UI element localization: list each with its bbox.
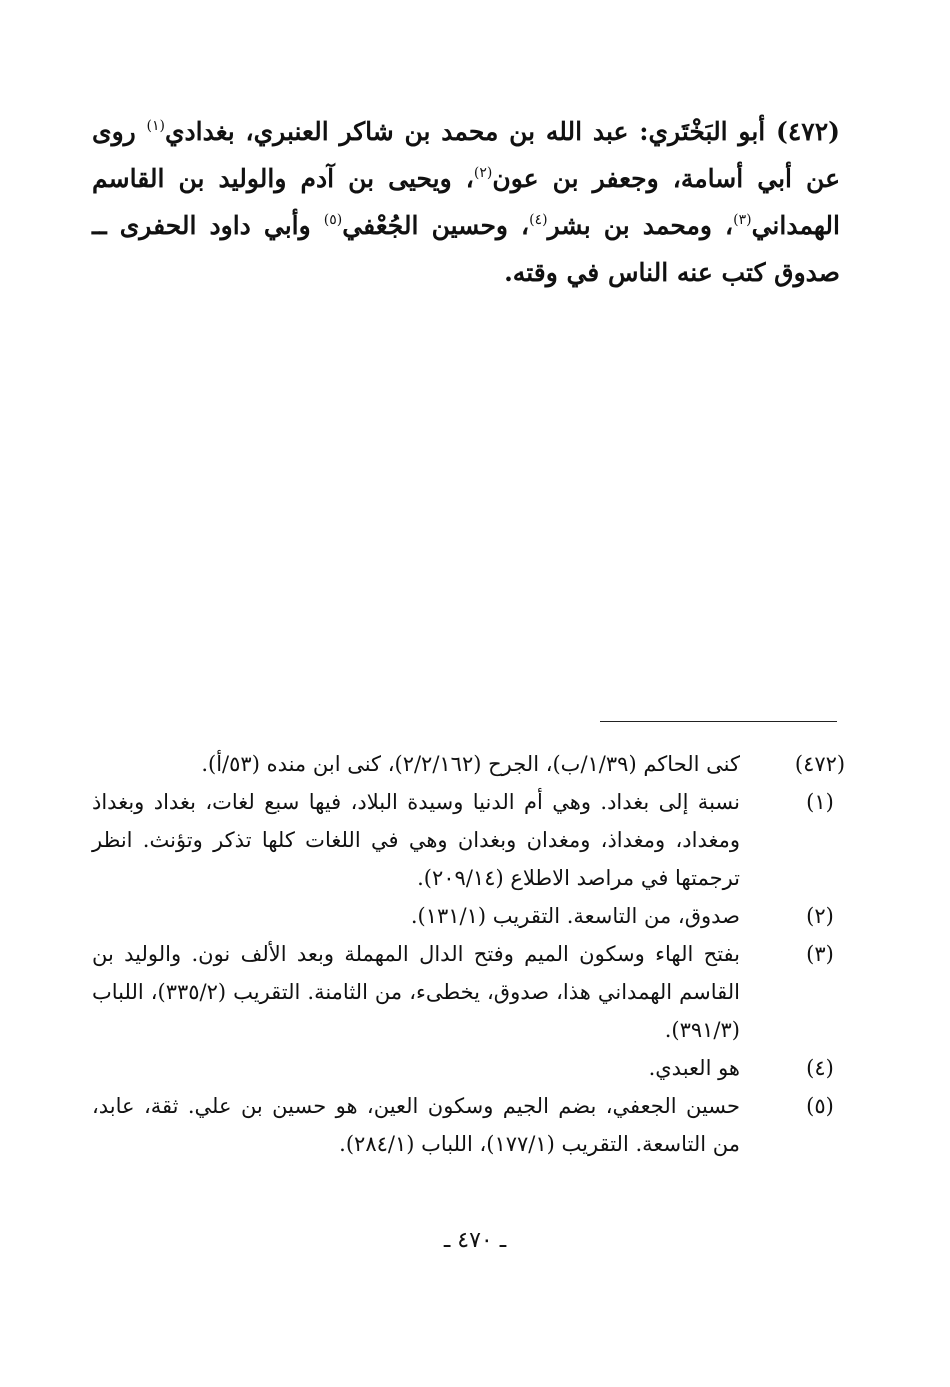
footnote-text: كنى الحاكم (١/٣٩/ب)، الجرح (٢/٢/١٦٢)، كنى ابن منده (٥٣/أ). (201, 752, 740, 776)
footnote-item (92, 935, 850, 1049)
footnote-text: هو العبدي. (648, 1056, 740, 1080)
footnote-ref-1: (١) (146, 118, 165, 134)
footnote-ref-5: (٥) (323, 212, 343, 228)
footnote-number: (٤٧٢) (794, 752, 846, 776)
entry-text-4: ، وحسين الجُعْفي (342, 211, 530, 240)
footnote-item (92, 1087, 850, 1163)
footnote-item (92, 897, 850, 935)
footnote-item (92, 783, 850, 897)
footnote-item (92, 1049, 850, 1087)
footnote-ref-4: (٤) (529, 212, 548, 228)
entry-name: أبو البَخْتَري: عبد الله بن محمد بن شاكر العنبري، بغدادي (164, 117, 766, 146)
page-number: ـ ٤٧٠ ـ (443, 1228, 507, 1253)
footnote-text: نسبة إلى بغداد. وهي أم الدنيا وسيدة البلاد، فيها سبع لغات، بغداد وبغداذ ومغداد، ومغداذ، ومغدان وبغدان وهي في اللغات كلها تذكر وتؤنث. انظر ترجمتها في مراصد الاطلاع (٢٠٩/١٤). (92, 790, 740, 890)
entry-number: (٤٧٢) (776, 117, 840, 146)
footnote-divider (600, 721, 837, 722)
footnote-text: حسين الجعفي، بضم الجيم وسكون العين، هو حسين بن علي. ثقة، عابد، من التاسعة. التقريب (١٧٧/١)، اللباب (٢٨٤/١). (92, 1094, 740, 1156)
footnote-ref-2: (٢) (473, 165, 493, 181)
main-entry (92, 108, 840, 296)
entry-text-2: ، ويحيى بن آدم والوليد بن القاسم الهمداني (92, 164, 840, 240)
footnote-number: (٤) (806, 1056, 834, 1080)
footnote-number: (٣) (806, 942, 834, 966)
entry-text-3: ، ومحمد بن بشر (547, 211, 734, 240)
footnote-item (92, 745, 850, 783)
footnote-ref-3: (٣) (733, 212, 752, 228)
footnote-text: بفتح الهاء وسكون الميم وفتح الدال المهملة وبعد الألف نون. والوليد بن القاسم الهمداني هذا، صدوق، يخطىء، من الثامنة. التقريب (٣٣٥/٢)، اللباب (٣٩١/٣). (92, 942, 740, 1042)
entry-text-5: وأبي داود الحفرى ــ صدوق كتب عنه الناس في وقته. (92, 211, 840, 287)
footnote-number: (٢) (806, 904, 834, 928)
footnote-number: (٥) (806, 1094, 834, 1118)
footnote-text: صدوق، من التاسعة. التقريب (١٣١/١). (410, 904, 740, 928)
entry-text-1: روى عن أبي أسامة، وجعفر بن عون (92, 117, 841, 193)
footnote-number: (١) (806, 790, 834, 814)
footnotes (92, 745, 850, 1163)
